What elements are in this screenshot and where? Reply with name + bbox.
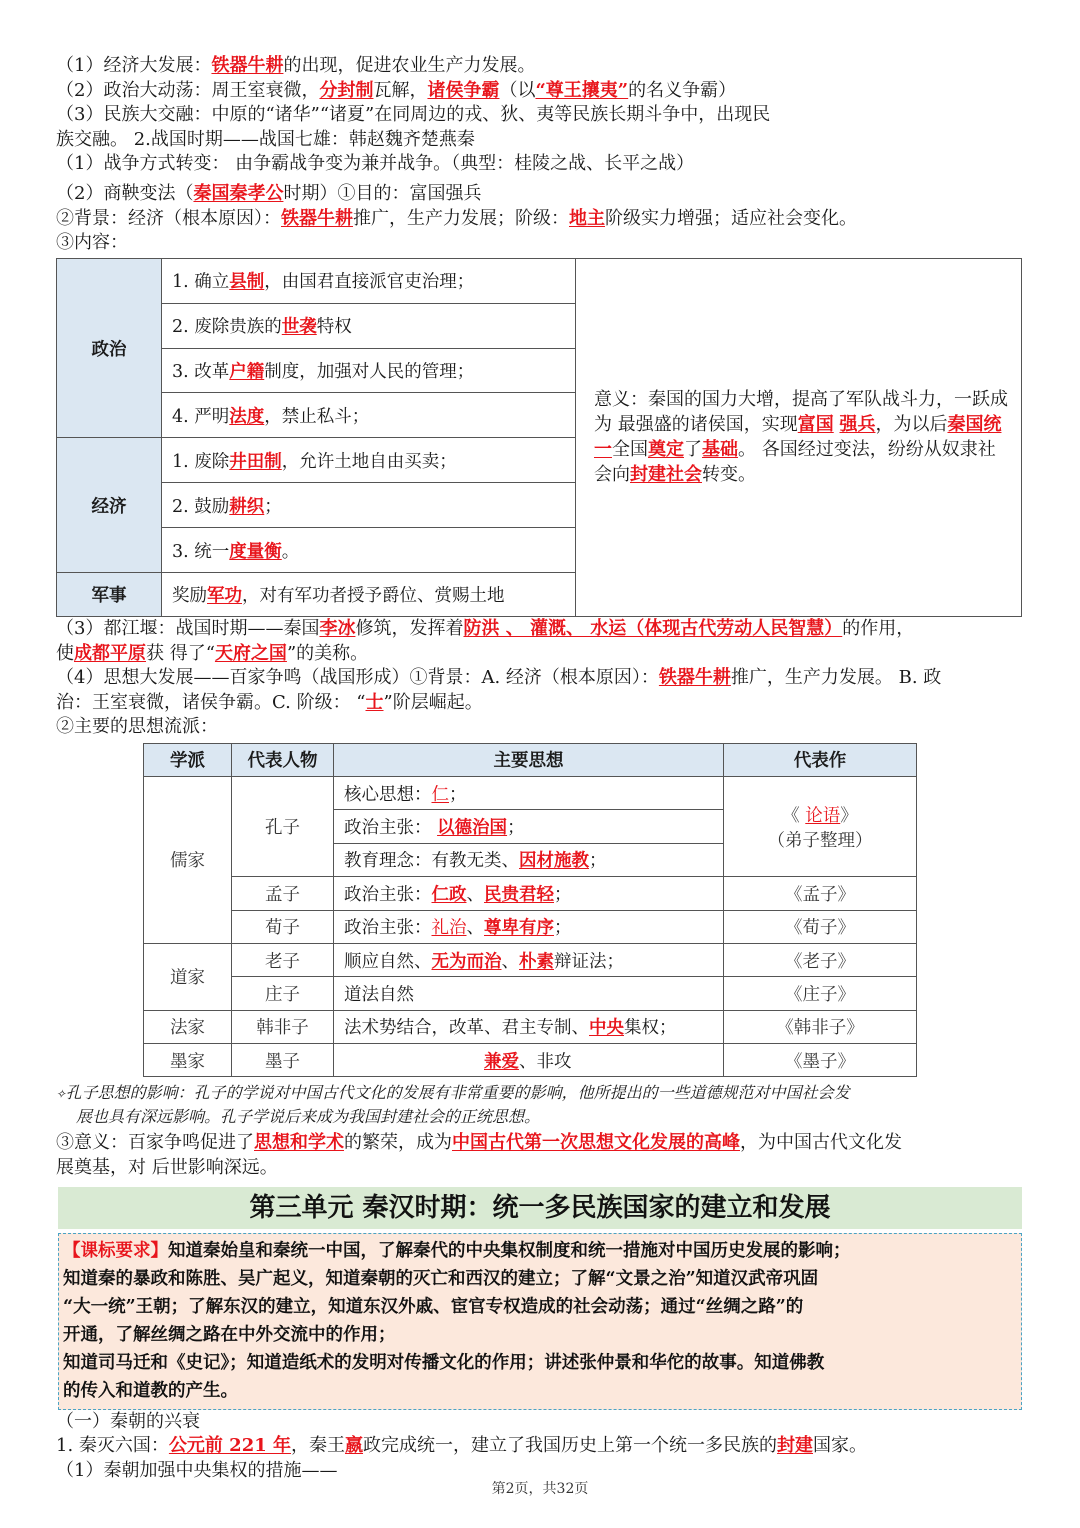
- reform-item: 3. 统一度量衡。: [162, 528, 576, 573]
- page-number: 第2页，共32页: [491, 1481, 589, 1497]
- keyword: 诸侯争霸: [427, 79, 500, 101]
- text-line: [56, 128, 1026, 153]
- text-line: （3）都江堰：战国时期——秦国李冰修筑，发挥着防洪 、 灌溉、 水运（体现古代劳动人民智慧）的作用，: [56, 617, 915, 639]
- reform-item: 1. 废除井田制，允许土地自由买卖；: [162, 438, 576, 483]
- keyword: 铁器牛耕: [281, 207, 353, 229]
- text-line: ③意义：百家争鸣促进了思想和学术的繁荣，成为中国古代第一次思想文化发展的高峰，为中国古代文化发: [56, 1132, 902, 1154]
- work-cell: 《韩非子》: [724, 1010, 917, 1043]
- text-line: 展奠基，对 后世影响深远。: [56, 1157, 278, 1179]
- text: 的名义争霸）: [628, 79, 737, 101]
- text: （2）商鞅变法（: [56, 182, 194, 204]
- keyword: 地主: [569, 207, 605, 229]
- text-line: 1. 秦灭六国：公元前 221 年，秦王嬴政完成统一，建立了我国历史上第一个统一多民族的封建国家。: [56, 1435, 868, 1457]
- col-header: 学派: [144, 743, 232, 776]
- text-line: [56, 103, 1026, 128]
- reform-item: 1. 确立县制，由国君直接派官吏治理；: [162, 258, 576, 303]
- requirements-tag: 【课标要求】: [63, 1240, 168, 1261]
- text: （1）经济大发展：: [56, 55, 212, 76]
- text-line: ②主要的思想流派：: [56, 716, 218, 738]
- text-line: 使成都平原获 得了“天府之国”的美称。: [56, 642, 369, 664]
- text-line: （1）秦朝加强中央集权的措施——: [56, 1459, 338, 1481]
- person-name: 孟子: [232, 877, 334, 910]
- text: ③内容：: [56, 232, 128, 254]
- text: 的出现，促进农业生产力发展。: [283, 55, 536, 76]
- note-text: 展也具有深远影响。孔子学说后来成为我国封建社会的正统思想。: [76, 1107, 541, 1127]
- keyword: 秦国秦孝公: [193, 182, 284, 204]
- text: 族交融。 2.战国时期——战国七雄：韩赵魏齐楚燕秦: [56, 128, 475, 150]
- person-name: 韩非子: [232, 1010, 334, 1043]
- unit-title-banner: 第三单元 秦汉时期：统一多民族国家的建立和发展: [58, 1187, 1022, 1229]
- confucius-influence-note: [56, 1081, 1026, 1129]
- section-heading: （一）秦朝的兴衰: [56, 1410, 200, 1432]
- idea-cell: 政治主张：仁政、民贵君轻；: [334, 877, 724, 910]
- idea-cell: 政治主张：礼治、尊卑有序；: [334, 910, 724, 943]
- idea-cell: 顺应自然、无为而治、朴素辩证法；: [334, 943, 724, 976]
- idea-cell: 核心思想：仁；: [334, 776, 724, 809]
- text: （以: [499, 79, 536, 101]
- person-name: 孔子: [232, 776, 334, 876]
- text-line: （4）思想大发展——百家争鸣（战国形成）①背景：A. 经济（根本原因）：铁器牛耕推广，生产力发展。 B. 政: [56, 667, 942, 689]
- reform-item: 奖励军功，对有军功者授予爵位、赏赐土地: [162, 572, 576, 616]
- person-name: 荀子: [232, 910, 334, 943]
- note-text: ✧孔子思想的影响：孔子的学说对中国古代文化的发展有非常重要的影响，他所提出的一些道德规范对中国社会发: [56, 1083, 850, 1103]
- category-military: 军事: [57, 572, 162, 616]
- text: （2）政治大动荡：周王室衰微，: [56, 79, 320, 101]
- school-name: 儒家: [144, 776, 232, 943]
- keyword: 分封制: [319, 79, 374, 101]
- idea-cell: 兼爱、非攻: [334, 1044, 724, 1077]
- work-cell: 《庄子》: [724, 977, 917, 1010]
- schools-table: [143, 743, 917, 1078]
- text: ②背景：经济（根本原因）：: [56, 207, 281, 229]
- col-header: 主要思想: [334, 743, 724, 776]
- person-name: 庄子: [232, 977, 334, 1010]
- text-line: [56, 231, 1026, 256]
- reform-item: 2. 废除贵族的世袭特权: [162, 303, 576, 348]
- text: 瓦解，: [373, 79, 428, 101]
- keyword: “尊王攘夷”: [535, 79, 629, 101]
- school-name: 墨家: [144, 1044, 232, 1077]
- reform-item: 3. 改革户籍制度，加强对人民的管理；: [162, 348, 576, 393]
- person-name: 老子: [232, 943, 334, 976]
- category-politics: 政治: [57, 258, 162, 438]
- idea-cell: 教育理念：有教无类、因材施教；: [334, 843, 724, 876]
- col-header: 代表作: [724, 743, 917, 776]
- text-line: [56, 54, 1026, 79]
- idea-cell: 法术势结合，改革、君主专制、中央集权；: [334, 1010, 724, 1043]
- text: （3）民族大交融：中原的“诸华”“诸夏”在同周边的戎、狄、夷等民族长期斗争中，出现民: [56, 104, 771, 126]
- work-cell: 《 论语》 （弟子整理）: [724, 776, 917, 876]
- text-line: [56, 152, 1026, 177]
- reform-table: [56, 258, 1022, 617]
- idea-cell: 政治主张： 以德治国；: [334, 810, 724, 843]
- text: 推广，生产力发展；阶级：: [353, 207, 569, 229]
- document-page: [56, 54, 1026, 1483]
- text: （1）战争方式转变： 由争霸战争变为兼并战争。（典型：桂陵之战、长平之战）: [56, 153, 695, 175]
- text-line: [56, 182, 1026, 207]
- idea-cell: 道法自然: [334, 977, 724, 1010]
- text: 阶级实力增强；适应社会变化。: [605, 207, 857, 229]
- text-line: [56, 79, 1026, 104]
- work-cell: 《老子》: [724, 943, 917, 976]
- work-cell: 《墨子》: [724, 1044, 917, 1077]
- curriculum-requirements-box: 【课标要求】知道秦始皇和秦统一中国，了解秦代的中央集权制度和统一措施对中国历史发展的影响； 知道秦的暴政和陈胜、吴广起义，知道秦朝的灭亡和西汉的建立；了解“文景之治”知道汉武帝巩固 “大一统”王朝；了解东汉的建立，知道东汉外戚、宦官专权造成的社会动荡；通过“丝绸之路”的 开通，了解丝绸之路在中外交流中的作用； 知道司马迁和《史记》；知道造纸术的发明对传播文化的作用；讲述张仲景和华佗的故事。知道佛教 的传入和道教的产生。: [58, 1233, 1022, 1410]
- reform-significance: 意义：秦国的国力大增，提高了军队战斗力，一跃成为 最强盛的诸侯国，实现富国 强兵，为以后秦国统一全国奠定了基础。 各国经过变法，纷纷从奴隶社会向封建社会转变。: [576, 258, 1022, 616]
- text-line: [56, 207, 1026, 232]
- school-name: 道家: [144, 943, 232, 1010]
- reform-item: 4. 严明法度，禁止私斗；: [162, 393, 576, 438]
- work-cell: 《荀子》: [724, 910, 917, 943]
- person-name: 墨子: [232, 1044, 334, 1077]
- col-header: 代表人物: [232, 743, 334, 776]
- school-name: 法家: [144, 1010, 232, 1043]
- work-cell: 《孟子》: [724, 877, 917, 910]
- reform-item: 2. 鼓励耕织；: [162, 483, 576, 528]
- keyword: 铁器牛耕: [211, 55, 284, 76]
- text-line: 治：王室衰微，诸侯争霸。C. 阶级： “士”阶层崛起。: [56, 691, 483, 713]
- text: 时期）①目的：富国强兵: [283, 182, 482, 204]
- category-economy: 经济: [57, 438, 162, 573]
